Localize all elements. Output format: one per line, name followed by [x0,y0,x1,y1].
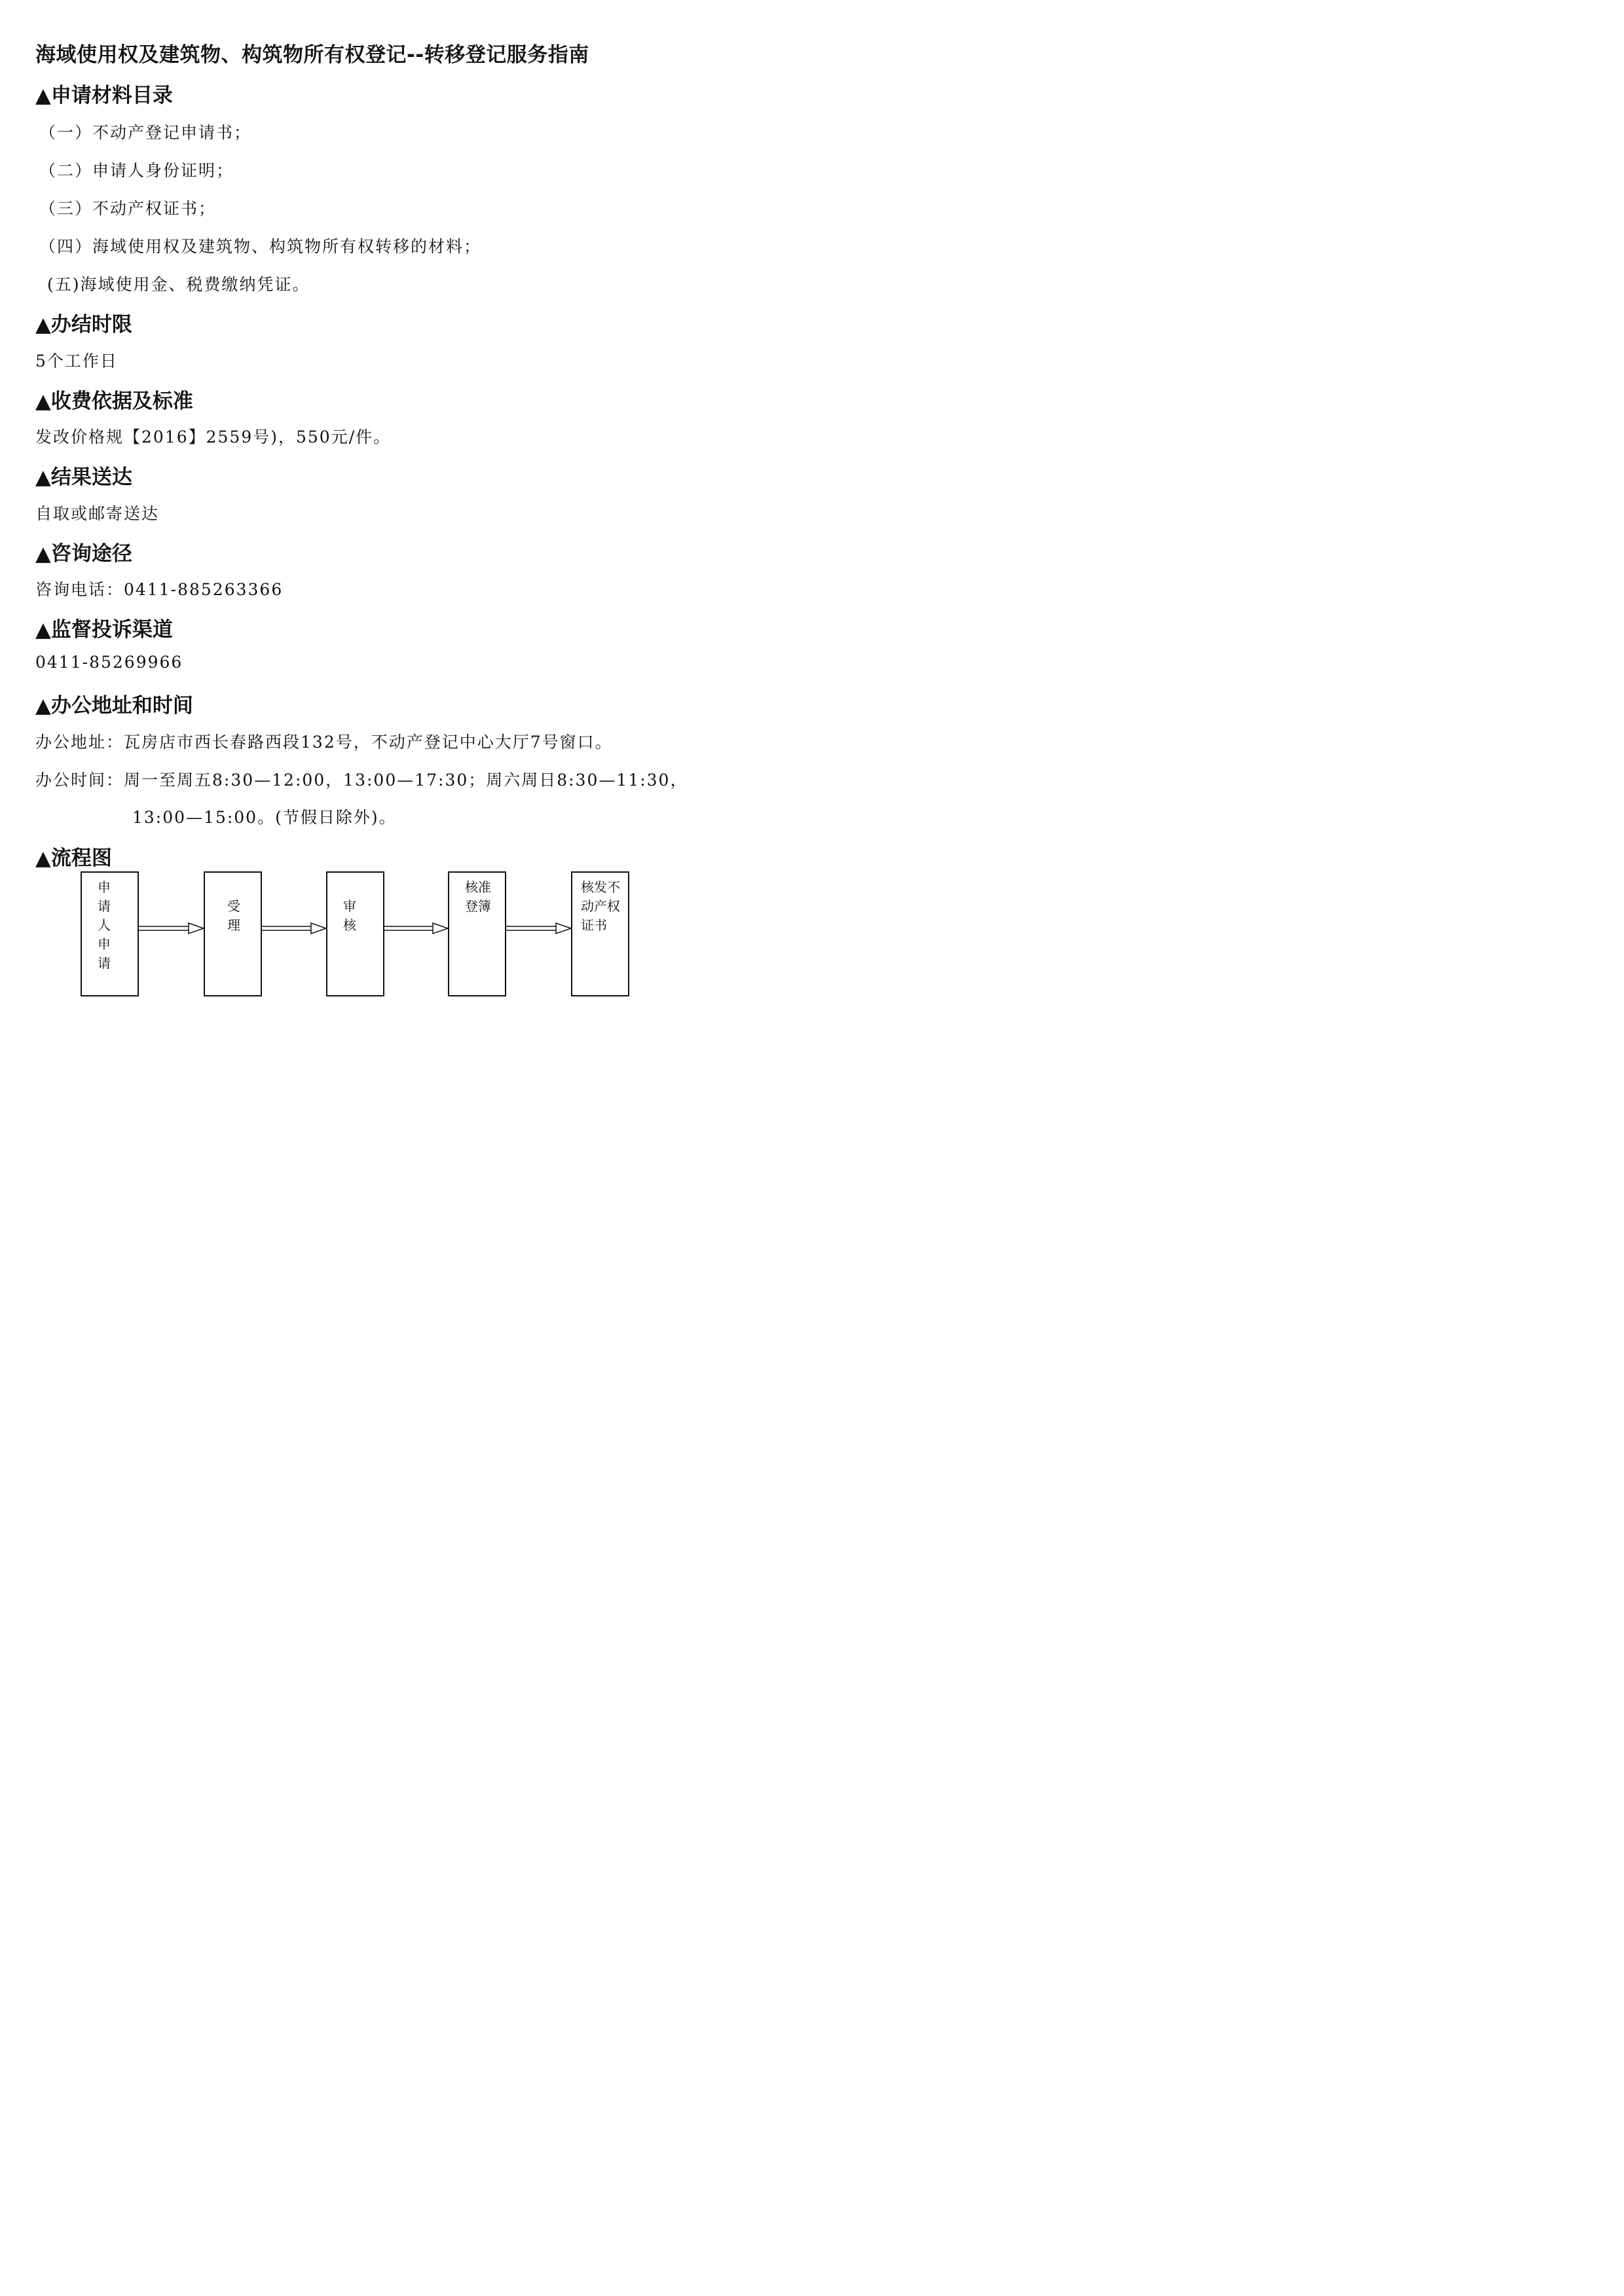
complaint-text: 0411-85269966 [35,653,183,672]
office-hours-line2: 13:00—15:00。(节假日除外)。 [132,808,397,827]
flow-step-accept-line: 受 [227,898,240,914]
flow-step-apply-line: 申 [98,879,111,895]
material-item-3: （三）不动产权证书； [39,199,217,218]
flow-arrow-4 [506,923,571,934]
flow-arrow-2 [262,923,326,934]
flow-step-issue-line: 核发不 [581,879,620,895]
flow-arrow-3 [384,923,448,934]
complaint-heading: ▲监督投诉渠道 [35,618,173,642]
time-limit-text: 5个工作日 [35,352,118,371]
time-limit-heading: ▲办结时限 [35,313,132,337]
flow-step-register-line: 核准 [465,879,491,895]
flow-step-issue-line: 动产权 [581,898,620,914]
flow-arrow-1 [139,923,204,934]
delivery-text: 自取或邮寄送达 [35,504,160,523]
flow-heading: ▲流程图 [35,847,112,870]
materials-heading: ▲申请材料目录 [35,84,173,107]
material-item-4: （四）海域使用权及建筑物、构筑物所有权转移的材料； [39,237,482,256]
consult-text: 咨询电话：0411-885263366 [35,580,284,599]
office-address: 办公地址：瓦房店市西长春路西段132号，不动产登记中心大厅7号窗口。 [35,733,613,752]
fee-text: 发改价格规【2016】2559号)，550元/件。 [35,428,392,446]
fee-heading: ▲收费依据及标准 [35,390,193,413]
material-item-1: （一）不动产登记申请书； [39,123,252,142]
flow-step-register-line: 登簿 [465,898,491,914]
page-title: 海域使用权及建筑物、构筑物所有权登记--转移登记服务指南 [35,43,589,67]
flow-step-issue-line: 证书 [581,917,607,933]
flow-step-accept-line: 理 [227,917,240,933]
flow-step-review-line: 审 [343,898,356,914]
flow-step-apply-line: 人 [98,917,111,933]
office-hours-line1: 办公时间：周一至周五8:30—12:00，13:00—17:30；周六周日8:30—11:30， [35,771,688,790]
consult-heading: ▲咨询途径 [35,542,132,566]
flow-step-apply-line: 请 [98,955,111,971]
material-item-5: (五)海域使用金、税费缴纳凭证。 [47,275,310,294]
delivery-heading: ▲结果送达 [35,465,132,489]
flow-step-apply-line: 请 [98,898,111,914]
office-heading: ▲办公地址和时间 [35,694,193,718]
flow-arrows [0,0,720,1019]
material-item-2: （二）申请人身份证明； [39,161,234,180]
flow-step-review-line: 核 [343,917,356,933]
flow-step-apply-line: 申 [98,936,111,952]
